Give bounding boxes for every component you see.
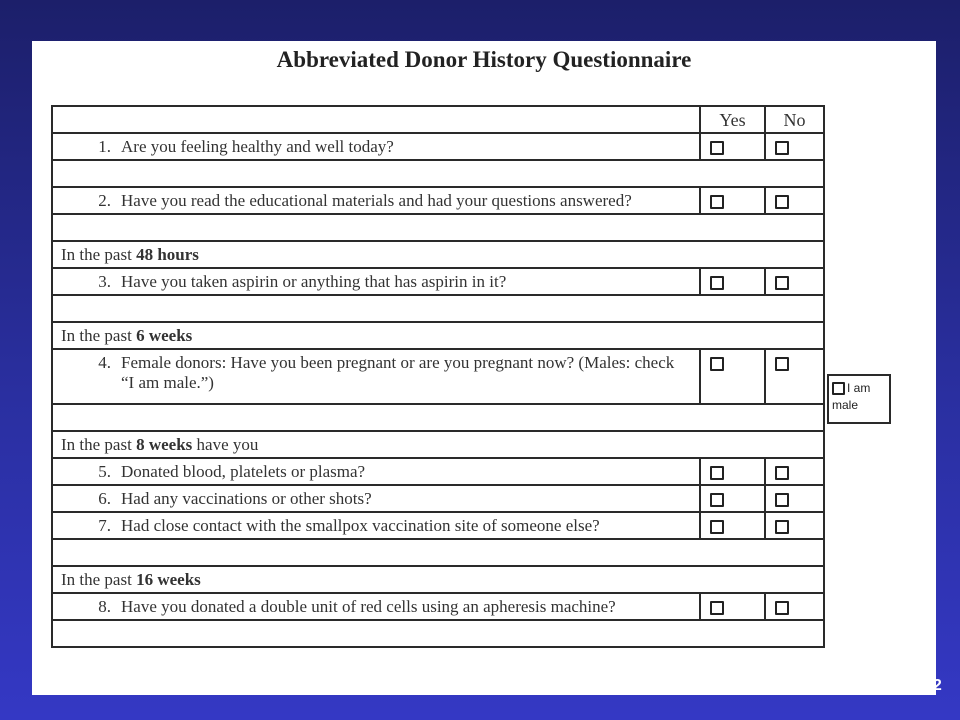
yes-header: Yes	[700, 106, 765, 133]
question-row-4	[52, 349, 824, 404]
q4-no-checkbox[interactable]	[775, 357, 789, 371]
slide-number: 32	[924, 677, 942, 694]
section-period: 16 weeks	[136, 569, 201, 589]
question-row-5	[52, 458, 824, 485]
question-text: Had any vaccinations or other shots?	[121, 488, 372, 508]
q8-no-checkbox[interactable]	[775, 601, 789, 615]
section-period: 8 weeks	[136, 434, 193, 454]
spacer-row	[52, 620, 824, 647]
q2-no-checkbox[interactable]	[775, 195, 789, 209]
spacer-row	[52, 404, 824, 431]
spacer-row	[52, 160, 824, 187]
page-title: Abbreviated Donor History Questionnaire	[276, 47, 692, 72]
question-number: 1.	[98, 136, 111, 156]
question-number: 6.	[98, 488, 111, 508]
question-text: Have you donated a double unit of red cells using an apheresis machine?	[121, 596, 616, 616]
question-text: Donated blood, platelets or plasma?	[121, 461, 366, 481]
q5-yes-checkbox[interactable]	[710, 466, 724, 480]
male-option	[827, 374, 891, 424]
section-8-weeks: In the past 8 weeks have you	[52, 431, 824, 458]
question-text: Are you feeling healthy and well today?	[121, 136, 394, 156]
question-number: 8.	[98, 596, 111, 616]
question-row-3	[52, 268, 824, 295]
question-number: 7.	[98, 515, 111, 535]
section-48-hours: In the past 48 hours	[52, 241, 824, 268]
question-number: 5.	[98, 461, 111, 481]
q6-no-checkbox[interactable]	[775, 493, 789, 507]
q8-yes-checkbox[interactable]	[710, 601, 724, 615]
question-number: 4.	[98, 353, 111, 372]
spacer-row	[52, 539, 824, 566]
q4-yes-checkbox[interactable]	[710, 357, 724, 371]
section-6-weeks: In the past 6 weeks	[52, 322, 824, 349]
question-text: Have you read the educational materials and had your questions answered?	[121, 190, 632, 210]
section-period: 6 weeks	[136, 325, 193, 345]
q7-yes-checkbox[interactable]	[710, 520, 724, 534]
question-row-2	[52, 187, 824, 214]
questionnaire-page	[32, 41, 936, 695]
question-number: 2.	[98, 190, 111, 210]
q2-yes-checkbox[interactable]	[710, 195, 724, 209]
question-number: 3.	[98, 271, 111, 291]
section-16-weeks: In the past 16 weeks	[52, 566, 824, 593]
no-header: No	[765, 106, 824, 133]
q3-yes-checkbox[interactable]	[710, 276, 724, 290]
q1-yes-checkbox[interactable]	[710, 141, 724, 155]
q5-no-checkbox[interactable]	[775, 466, 789, 480]
male-checkbox[interactable]	[832, 382, 845, 395]
spacer-row	[52, 214, 824, 241]
question-row-7	[52, 512, 824, 539]
q3-no-checkbox[interactable]	[775, 276, 789, 290]
q7-no-checkbox[interactable]	[775, 520, 789, 534]
question-text: Female donors: Have you been pregnant or are you pregnant now? (Males: check “I am male.”)	[121, 353, 675, 392]
question-row-1	[52, 133, 824, 160]
question-row-6	[52, 485, 824, 512]
question-row-8	[52, 593, 824, 620]
questionnaire-table	[51, 105, 825, 648]
section-period: 48 hours	[136, 244, 199, 264]
header-row	[52, 106, 824, 133]
spacer-row	[52, 295, 824, 322]
q1-no-checkbox[interactable]	[775, 141, 789, 155]
q6-yes-checkbox[interactable]	[710, 493, 724, 507]
question-text: Have you taken aspirin or anything that has aspirin in it?	[121, 271, 507, 291]
male-option-label: I am male	[832, 381, 871, 412]
question-text: Had close contact with the smallpox vaccination site of someone else?	[121, 515, 600, 535]
